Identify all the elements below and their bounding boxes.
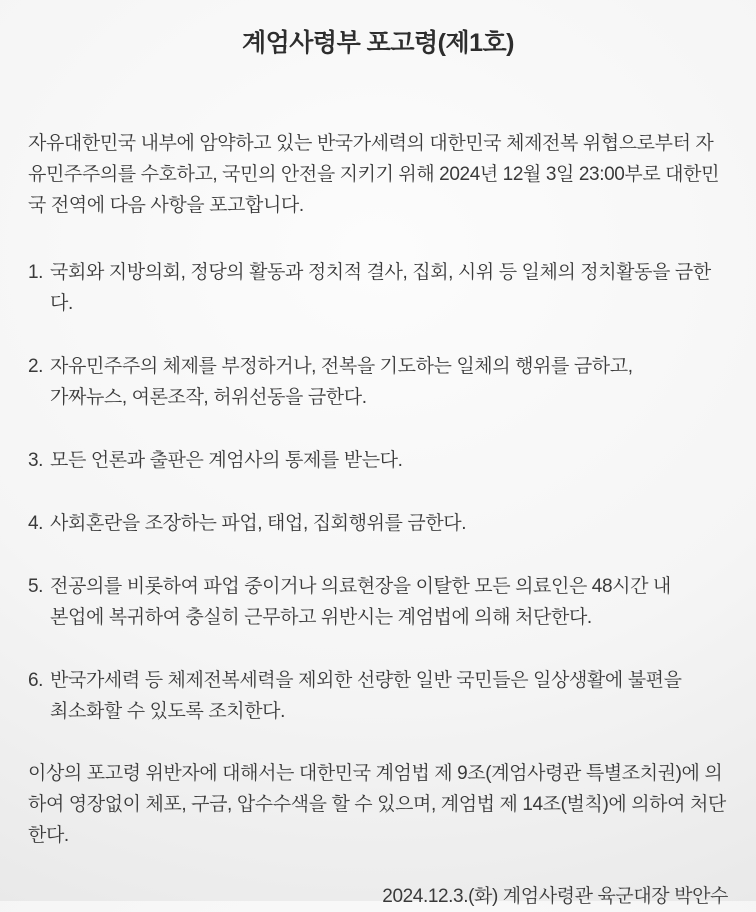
article-list xyxy=(28,257,728,727)
article-text-line: 전공의를 비롯하여 파업 중이거나 의료현장을 이탈한 모든 의료인은 48시간 내 xyxy=(50,576,671,597)
article-text xyxy=(50,351,728,413)
article-text-line: 사회혼란을 조장하는 파업, 태업, 집회행위를 금한다. xyxy=(50,513,467,534)
article-text-line: 모든 언론과 출판은 계엄사의 통제를 받는다. xyxy=(50,450,403,471)
article-text xyxy=(50,508,728,539)
article-item-2 xyxy=(28,351,728,413)
article-text-line: 본업에 복귀하여 충실히 근무하고 위반시는 계엄법에 의해 처단한다. xyxy=(50,607,592,628)
intro-paragraph: 자유대한민국 내부에 암약하고 있는 반국가세력의 대한민국 체제전복 위협으로부터 자유민주주의를 수호하고, 국민의 안전을 지키기 위해 2024년 12월 3일 23:00부로 대한민국 전역에 다음 사항을 포고합니다. xyxy=(28,133,720,216)
article-text xyxy=(50,665,728,727)
article-number: 1. xyxy=(28,262,44,283)
signature-line: 2024.12.3.(화) 계엄사령관 육군대장 박안수 xyxy=(382,886,728,907)
article-text xyxy=(50,571,728,633)
article-item-5 xyxy=(28,571,728,633)
closing-paragraph: 이상의 포고령 위반자에 대해서는 대한민국 계엄법 제 9조(계엄사령관 특별조치권)에 의하여 영장없이 체포, 구금, 압수수색을 할 수 있으며, 계엄법 제 14조(벌칙)에 의하여 처단한다. xyxy=(28,763,726,846)
article-number: 3. xyxy=(28,450,44,471)
article-text xyxy=(50,257,728,319)
article-number: 2. xyxy=(28,356,44,377)
article-text xyxy=(50,445,728,476)
article-item-6 xyxy=(28,665,728,727)
article-text-line: 국회와 지방의회, 정당의 활동과 정치적 결사, 집회, 시위 등 일체의 정치활동을 금한다. xyxy=(50,262,711,314)
article-text-line: 최소화할 수 있도록 조치한다. xyxy=(50,701,286,722)
article-text-line: 가짜뉴스, 여론조작, 허위선동을 금한다. xyxy=(50,387,367,408)
article-item-1 xyxy=(28,257,728,319)
article-number: 4. xyxy=(28,513,44,534)
article-number: 5. xyxy=(28,576,44,597)
article-item-3 xyxy=(28,445,728,476)
article-item-4 xyxy=(28,508,728,539)
article-number: 6. xyxy=(28,670,44,691)
article-text-line: 반국가세력 등 체제전복세력을 제외한 선량한 일반 국민들은 일상생활에 불편을 xyxy=(50,670,682,691)
document-title: 계엄사령부 포고령(제1호) xyxy=(241,29,514,57)
article-text-line: 자유민주주의 체제를 부정하거나, 전복을 기도하는 일체의 행위를 금하고, xyxy=(50,356,633,377)
